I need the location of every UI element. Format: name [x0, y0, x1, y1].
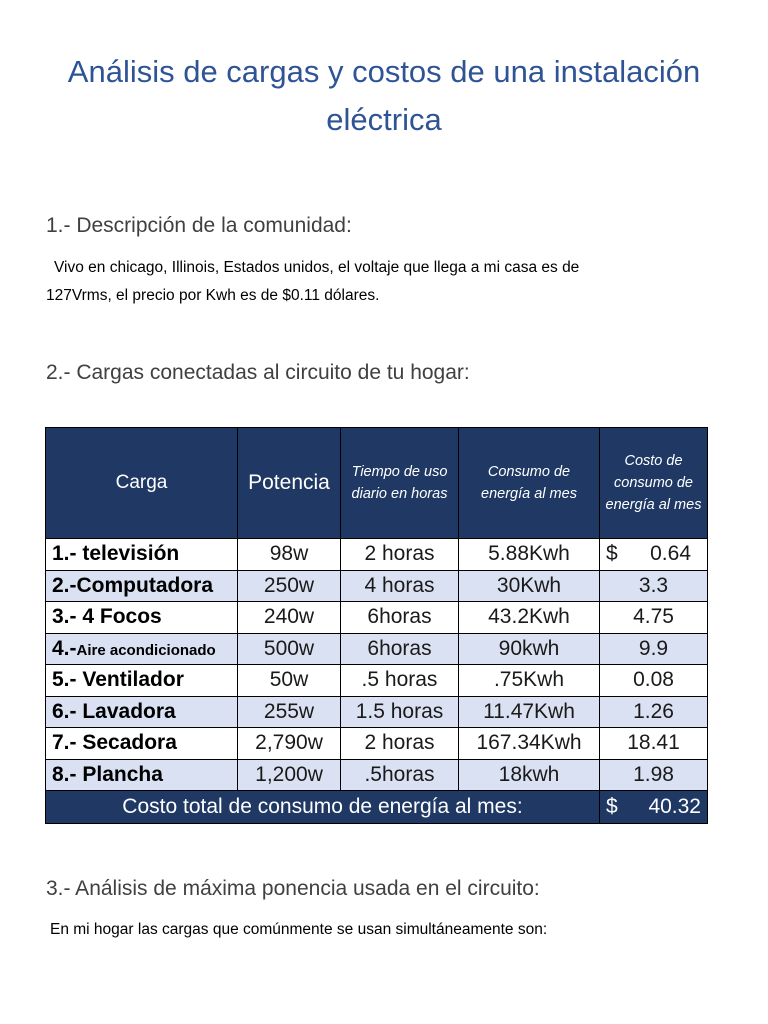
header-carga: Carga — [46, 428, 238, 539]
cell-potencia: 500w — [238, 633, 341, 665]
section1-text-line2: 127Vrms, el precio por Kwh es de $0.11 dólares. — [46, 287, 380, 304]
cell-consumo: 18kwh — [459, 759, 600, 791]
currency-symbol: $ — [606, 542, 618, 566]
total-label: Costo total de consumo de energía al mes: — [46, 791, 600, 824]
cell-tiempo: 6horas — [341, 633, 459, 665]
row-name: televisión — [76, 542, 180, 566]
table-row — [46, 633, 708, 665]
table-header-row — [46, 428, 708, 539]
row-number: 7.- — [52, 731, 77, 755]
row-name: Ventilador — [76, 668, 184, 692]
table-row — [46, 570, 708, 602]
document-title: Análisis de cargas y costos de una instalación eléctrica — [67, 54, 701, 137]
loads-table — [45, 427, 708, 824]
section3-heading: 3.- Análisis de máxima ponencia usada en el circuito: — [46, 877, 540, 900]
table-row — [46, 539, 708, 571]
cell-tiempo: 2 horas — [341, 728, 459, 760]
cell-consumo: 11.47Kwh — [459, 696, 600, 728]
cell-tiempo: 4 horas — [341, 570, 459, 602]
total-currency-symbol: $ — [606, 795, 618, 818]
cell-potencia: 255w — [238, 696, 341, 728]
header-potencia: Potencia — [238, 428, 341, 539]
table-row — [46, 759, 708, 791]
row-number: 4.- — [52, 636, 77, 660]
row-number: 1.- — [52, 542, 77, 566]
cell-carga — [46, 602, 238, 634]
cell-costo: 3.3 — [600, 570, 708, 602]
cell-tiempo: .5 horas — [341, 665, 459, 697]
row-number: 6.- — [52, 699, 77, 723]
cell-costo: 1.98 — [600, 759, 708, 791]
cell-consumo: 167.34Kwh — [459, 728, 600, 760]
cell-potencia: 1,200w — [238, 759, 341, 791]
row-name: Aire acondicionado — [76, 641, 216, 659]
table-row — [46, 728, 708, 760]
total-cost-value: 40.32 — [648, 795, 701, 818]
cell-carga — [46, 539, 238, 571]
header-consumo: Consumo de energía al mes — [459, 428, 600, 539]
cell-consumo: 30Kwh — [459, 570, 600, 602]
cell-costo: 18.41 — [600, 728, 708, 760]
table-row — [46, 696, 708, 728]
row-number: 5.- — [52, 668, 77, 692]
cell-potencia: 240w — [238, 602, 341, 634]
table-row — [46, 665, 708, 697]
cell-costo: 0.08 — [600, 665, 708, 697]
row-number: 8.- — [52, 762, 77, 786]
cell-tiempo: 6horas — [341, 602, 459, 634]
section1-heading: 1.- Descripción de la comunidad: — [46, 214, 352, 237]
cell-potencia: 50w — [238, 665, 341, 697]
row-name: Computadora — [76, 573, 214, 597]
cell-costo: 4.75 — [600, 602, 708, 634]
table-row — [46, 602, 708, 634]
total-cost-cell — [600, 791, 708, 824]
row-number: 3.- — [52, 605, 77, 629]
cell-tiempo: 2 horas — [341, 539, 459, 571]
cell-consumo: 90kwh — [459, 633, 600, 665]
cell-consumo: 43.2Kwh — [459, 602, 600, 634]
cell-tiempo: .5horas — [341, 759, 459, 791]
cell-consumo: .75Kwh — [459, 665, 600, 697]
cell-carga — [46, 570, 238, 602]
cell-potencia: 2,790w — [238, 728, 341, 760]
section1-text-line1: Vivo en chicago, Illinois, Estados unidos, el voltaje que llega a mi casa es de — [54, 259, 580, 276]
cell-potencia: 98w — [238, 539, 341, 571]
cell-costo: 9.9 — [600, 633, 708, 665]
header-costo: Costo de consumo de energía al mes — [600, 428, 708, 539]
cell-costo — [600, 539, 708, 571]
cell-potencia: 250w — [238, 570, 341, 602]
cell-carga — [46, 696, 238, 728]
cell-consumo: 5.88Kwh — [459, 539, 600, 571]
cell-costo: 1.26 — [600, 696, 708, 728]
row-name: 4 Focos — [76, 605, 162, 629]
row-number: 2.- — [52, 573, 77, 597]
cell-carga — [46, 633, 238, 665]
header-tiempo: Tiempo de uso diario en horas — [341, 428, 459, 539]
cell-carga — [46, 665, 238, 697]
row-name: Lavadora — [76, 699, 176, 723]
cost-value: 0.64 — [650, 542, 691, 566]
cell-carga — [46, 728, 238, 760]
cell-carga — [46, 759, 238, 791]
table-total-row — [46, 791, 708, 824]
cell-tiempo: 1.5 horas — [341, 696, 459, 728]
section2-heading: 2.- Cargas conectadas al circuito de tu hogar: — [46, 361, 470, 384]
row-name: Plancha — [76, 762, 163, 786]
section3-text: En mi hogar las cargas que comúnmente se usan simultáneamente son: — [50, 921, 548, 938]
row-name: Secadora — [76, 731, 177, 755]
